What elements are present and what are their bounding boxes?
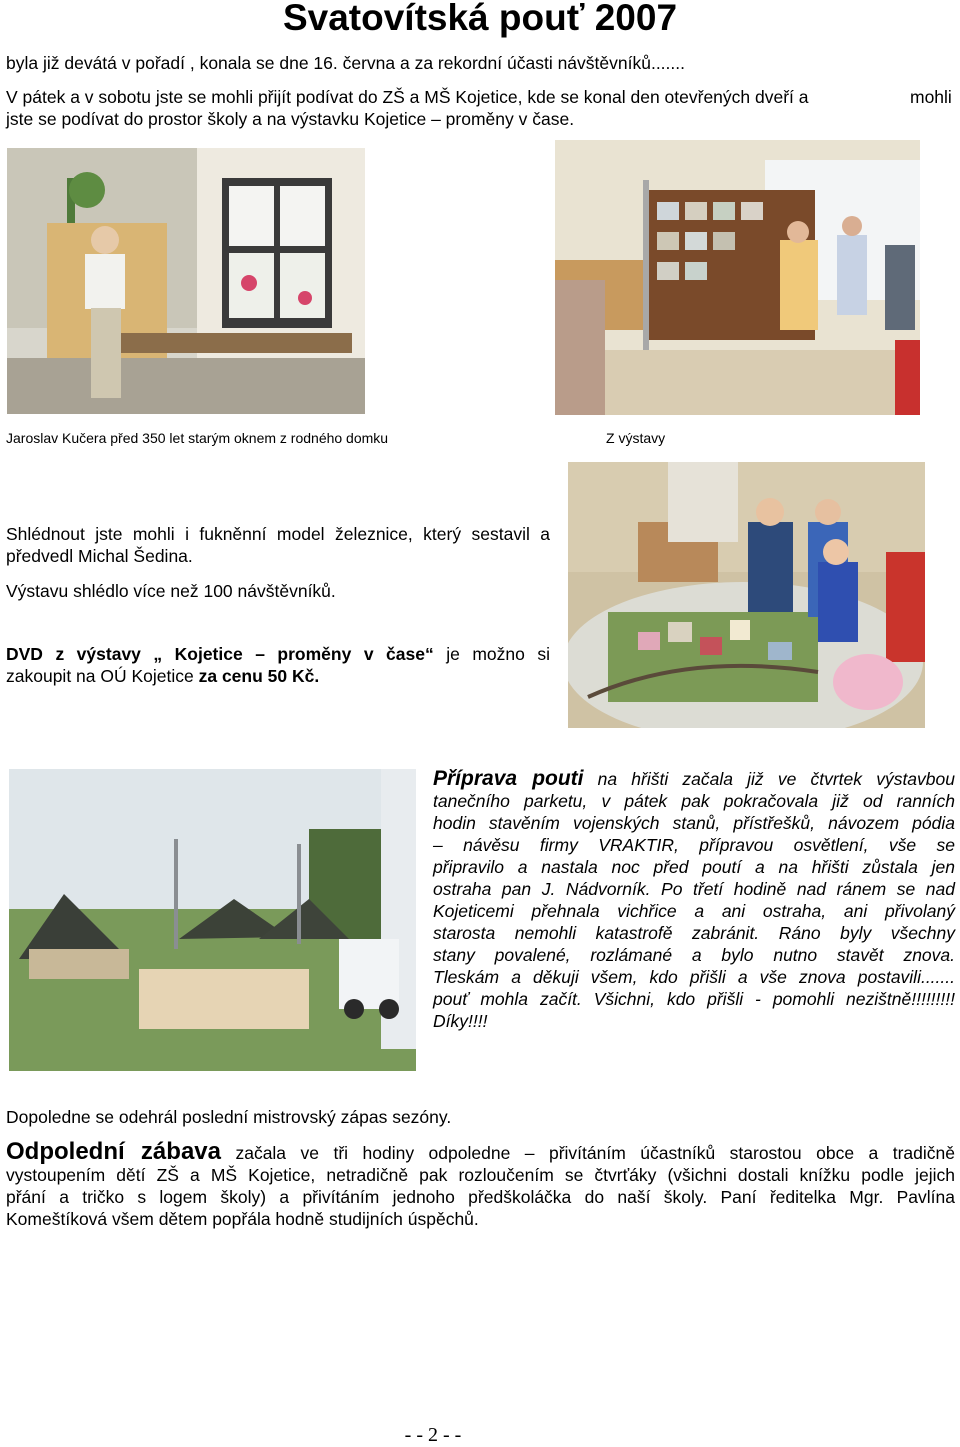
afternoon-line3: přání a tričko s logem školy) a přivítáním jednoho předškoláčka do naší školy. Paní ředitelka Mgr. Pavlína bbox=[6, 1187, 955, 1207]
preparation-line1-text: na hřišti začala již ve čtvrtek výstavbou bbox=[583, 769, 955, 789]
school-paragraph-line1: V pátek a v sobotu jste se mohli přijít podívat do ZŠ a MŠ Kojetice, kde se konal den otevřených dveří a bbox=[6, 87, 809, 107]
page-number: - - 2 - - bbox=[404, 1424, 462, 1446]
preparation-line6: ostraha pan J. Nádvorník. Po třetí hodině nad ránem se nad bbox=[433, 879, 955, 899]
afternoon-lead: Odpolední zábava bbox=[6, 1138, 221, 1165]
school-paragraph-line1-end: mohli bbox=[910, 87, 952, 107]
preparation-line5: připravilo a nastala noc před poutí a na hřišti zůstala jen bbox=[433, 857, 955, 877]
dvd-paragraph-line1 bbox=[6, 643, 550, 665]
dvd-paragraph-line2 bbox=[6, 665, 550, 687]
photo-old-window bbox=[7, 148, 365, 414]
preparation-line10: Tleskám a děkuji všem, kdo přišli a vše znova postavili....... bbox=[433, 967, 955, 987]
preparation-line7: Kojeticemi přehnala vichřice a ani ostraha, ani přivolaný bbox=[433, 901, 955, 921]
preparation-line3: hodin stavěním vojenských stanů, přístřešků, návozem pódia bbox=[433, 813, 955, 833]
dvd-title: DVD z výstavy „ Kojetice – proměny v čase“ bbox=[6, 644, 434, 664]
dvd-price: za cenu 50 Kč. bbox=[198, 666, 320, 686]
preparation-line2: tanečního parketu, v pátek pak pokračovala již od ranních bbox=[433, 791, 955, 811]
school-paragraph-line2: jste se podívat do prostor školy a na výstavku Kojetice – proměny v čase. bbox=[6, 109, 575, 129]
preparation-line1 bbox=[433, 768, 955, 790]
afternoon-paragraph bbox=[6, 1138, 955, 1230]
dvd-line1-rest: je možno si bbox=[433, 644, 550, 664]
preparation-line4: – návěsu firmy VRAKTIR, přípravou osvětlení, vše se bbox=[433, 835, 955, 855]
caption-photo-exhibition: Z výstavy bbox=[606, 430, 666, 446]
model-paragraph-line2: předvedl Michal Šedina. bbox=[6, 546, 193, 566]
dvd-line2-start: zakoupit na OÚ Kojetice bbox=[6, 666, 199, 686]
page-title: Svatovítská pouť 2007 bbox=[282, 0, 678, 38]
caption-photo-old-window: Jaroslav Kučera před 350 let starým oknem z rodného domku bbox=[6, 430, 389, 446]
photo-model-railway bbox=[568, 462, 925, 728]
intro-line: byla již devátá v pořadí , konala se dne 16. června a za rekordní účasti návštěvníků....... bbox=[6, 53, 685, 73]
preparation-line12: Díky!!!! bbox=[433, 1011, 488, 1031]
preparation-lead: Příprava pouti bbox=[433, 767, 584, 790]
afternoon-line2: vystoupením dětí ZŠ a MŠ Kojetice, netradičně pak rozloučením se čtvrťáky (všichni dostali knížku podle jejich bbox=[6, 1165, 955, 1185]
visitor-count-line: Výstavu shlédlo více než 100 návštěvníků. bbox=[6, 581, 336, 601]
preparation-line9: stany povalené, rozlámané a bylo nutno stavět znova. bbox=[433, 945, 955, 965]
afternoon-line1 bbox=[6, 1138, 955, 1165]
model-paragraph-line1: Shlédnout jste mohli i fukněnní model železnice, který sestavil a bbox=[6, 524, 550, 544]
preparation-line8: starosta nemohli katastrofě zabránit. Ráno byly všechny bbox=[433, 923, 955, 943]
preparation-line11: pouť mohla začít. Všichni, kdo přišli - pomohli nezištně!!!!!!!!! bbox=[433, 989, 955, 1009]
match-line: Dopoledne se odehrál poslední mistrovský zápas sezóny. bbox=[6, 1107, 452, 1127]
photo-tents bbox=[9, 769, 416, 1071]
afternoon-line1-text: začala ve tři hodiny odpoledne – přivítáním účastníků starostou obce a tradičně bbox=[220, 1143, 955, 1163]
afternoon-line4: Komeštíková všem dětem popřála hodně studijních úspěchů. bbox=[6, 1209, 479, 1229]
photo-exhibition bbox=[555, 140, 920, 415]
preparation-paragraph bbox=[433, 768, 955, 1032]
